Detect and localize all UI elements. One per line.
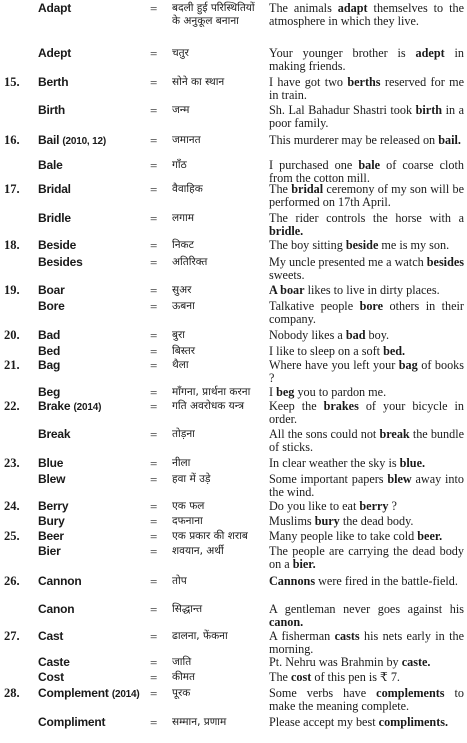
highlighted-word: casts <box>334 629 360 643</box>
example-sentence <box>269 300 464 325</box>
sentence-text: A gentleman never goes against his <box>269 602 464 616</box>
hindi-meaning: गति अवरोधक यन्त्र <box>172 400 244 412</box>
entry-word <box>38 239 146 252</box>
sentence-text: The rider controls the horse with a <box>269 211 464 225</box>
sentence-text: to make the meaning complete. <box>269 686 465 713</box>
word-text: Bore <box>38 299 65 313</box>
word-text: Birth <box>38 103 65 117</box>
exam-year: (2014) <box>73 402 102 413</box>
word-text: Compliment <box>38 715 106 729</box>
sentence-text: Where have you left your <box>269 358 399 372</box>
sentence-text: were fired in the battle-field. <box>315 574 458 588</box>
sentence-text: Talkative people <box>269 299 360 313</box>
word-text: Bed <box>38 344 61 358</box>
equals-sign: = <box>150 299 158 314</box>
highlighted-word: blue. <box>399 456 426 470</box>
word-text: Bad <box>38 328 61 342</box>
entry-word <box>38 359 146 372</box>
word-text: Berth <box>38 75 69 89</box>
word-text: Adept <box>38 46 71 60</box>
sentence-text: reserved for me in train. <box>269 75 464 102</box>
sentence-text: of coarse cloth from the cotton mill. <box>269 158 464 185</box>
entry-word <box>38 183 146 196</box>
hindi-meaning: कीमत <box>172 671 196 683</box>
word-text: Bail <box>38 133 60 147</box>
hindi-meaning: सम्मान, प्रणाम <box>172 716 227 728</box>
highlighted-word: berths <box>347 75 381 89</box>
highlighted-word: cost <box>291 670 312 684</box>
entry-number: 28. <box>4 686 20 700</box>
hindi-meaning: दफनाना <box>172 515 203 527</box>
hindi-meaning: सुअर <box>172 284 192 296</box>
equals-sign: = <box>150 182 158 197</box>
entry-word <box>38 104 146 117</box>
sentence-text: I have got two <box>269 75 348 89</box>
hindi-meaning: एक फल <box>172 500 205 512</box>
sentence-text: of books ? <box>269 358 464 385</box>
example-sentence <box>269 671 464 684</box>
sentence-text: I like to sleep on a soft <box>269 344 384 358</box>
equals-sign: = <box>150 75 158 90</box>
equals-sign: = <box>150 283 158 298</box>
highlighted-word: bury <box>314 514 340 528</box>
equals-sign: = <box>150 46 158 61</box>
example-sentence <box>269 428 464 453</box>
example-sentence <box>269 687 464 712</box>
sentence-text: The <box>269 670 291 684</box>
entry-word <box>38 656 146 669</box>
hindi-meaning: चतुर <box>172 47 189 59</box>
entry-word <box>38 284 146 297</box>
entry-word <box>38 575 146 588</box>
hindi-meaning: बुरा <box>172 329 186 341</box>
entry-number: 26. <box>4 574 20 588</box>
highlighted-word: bed. <box>383 344 406 358</box>
sentence-text: in a poor family. <box>269 103 464 130</box>
entry-word <box>38 300 146 313</box>
equals-sign: = <box>150 715 158 730</box>
example-sentence <box>269 239 464 252</box>
entry-number: 16. <box>4 133 20 147</box>
equals-sign: = <box>150 158 158 173</box>
equals-sign: = <box>150 514 158 529</box>
word-text: Bier <box>38 544 61 558</box>
highlighted-word: bridal <box>291 182 324 196</box>
word-text: Bag <box>38 358 61 372</box>
sentence-text: The <box>269 182 292 196</box>
word-text: Beside <box>38 238 77 252</box>
equals-sign: = <box>150 385 158 400</box>
word-text: Brake <box>38 399 71 413</box>
example-sentence <box>269 104 464 129</box>
example-sentence <box>269 134 464 147</box>
exam-year: (2010, 12) <box>62 136 106 147</box>
word-text: Besides <box>38 255 83 269</box>
highlighted-word: berry <box>359 499 389 513</box>
hindi-meaning: पूरक <box>172 687 191 699</box>
entry-word <box>38 687 146 701</box>
sentence-text: ? <box>388 499 397 513</box>
hindi-meaning: बिस्तर <box>172 345 196 357</box>
highlighted-word: adept <box>415 46 445 60</box>
example-sentence <box>269 716 464 729</box>
example-sentence <box>269 359 464 384</box>
equals-sign: = <box>150 427 158 442</box>
hindi-meaning: अतिरिक्त <box>172 256 208 268</box>
highlighted-word: break <box>379 427 410 441</box>
entry-word <box>38 530 146 543</box>
hindi-meaning: ऊबना <box>172 300 195 312</box>
equals-sign: = <box>150 456 158 471</box>
equals-sign: = <box>150 103 158 118</box>
sentence-text: My uncle presented me a watch <box>269 255 427 269</box>
highlighted-word: bag <box>398 358 418 372</box>
sentence-text: of your bicycle in order. <box>269 399 464 426</box>
entry-number: 23. <box>4 456 20 470</box>
example-sentence <box>269 545 464 570</box>
sentence-text: others in their company. <box>269 299 464 326</box>
sentence-text: boy. <box>365 328 390 342</box>
highlighted-word: bier. <box>292 556 316 571</box>
entry-word <box>38 400 146 414</box>
equals-sign: = <box>150 328 158 343</box>
highlighted-word: beer. <box>417 529 443 543</box>
equals-sign: = <box>150 133 158 148</box>
hindi-meaning: निकट <box>172 239 194 251</box>
highlighted-word: besides <box>426 255 464 269</box>
example-sentence <box>269 473 464 498</box>
hindi-meaning: थैला <box>172 359 189 371</box>
word-text: Adapt <box>38 1 71 15</box>
sentence-text: A fisherman <box>269 629 335 643</box>
hindi-meaning: जमानत <box>172 134 201 146</box>
entry-word <box>38 329 146 342</box>
example-sentence <box>269 284 464 297</box>
equals-sign: = <box>150 399 158 414</box>
equals-sign: = <box>150 211 158 226</box>
hindi-meaning: नीला <box>172 457 191 469</box>
hindi-meaning: सिद्धान्त <box>172 603 203 615</box>
entry-word <box>38 428 146 441</box>
highlighted-word: bad <box>345 328 366 342</box>
entry-word <box>38 545 146 558</box>
sentence-text: away into the wind. <box>269 472 464 499</box>
sentence-text: Do you like to eat <box>269 499 360 513</box>
sentence-text: Nobody likes a <box>269 328 346 342</box>
sentence-text: Sh. Lal Bahadur Shastri took <box>269 103 416 117</box>
word-text: Cost <box>38 670 64 684</box>
sentence-text: in making friends. <box>269 46 464 73</box>
equals-sign: = <box>150 255 158 270</box>
entry-number: 17. <box>4 182 20 196</box>
entry-word <box>38 716 146 729</box>
example-sentence <box>269 603 464 628</box>
example-sentence <box>269 386 464 399</box>
highlighted-word: complements <box>376 686 445 700</box>
sentence-text: I <box>269 385 277 399</box>
example-sentence <box>269 630 464 655</box>
entry-number: 15. <box>4 75 20 89</box>
example-sentence <box>269 457 464 470</box>
example-sentence <box>269 256 464 281</box>
word-text: Bridal <box>38 182 71 196</box>
sentence-text: sweets. <box>269 267 305 282</box>
sentence-text: likes to live in dirty places. <box>304 283 440 297</box>
word-text: Canon <box>38 602 75 616</box>
example-sentence <box>269 2 464 27</box>
entry-number: 20. <box>4 328 20 342</box>
sentence-text: his nets early in the morning. <box>269 629 464 656</box>
hindi-meaning: सोने का स्थान <box>172 76 225 88</box>
sentence-text: themselves to the atmosphere in which they live. <box>269 1 464 28</box>
example-sentence <box>269 500 464 513</box>
highlighted-word: bore <box>359 299 384 313</box>
entry-number: 19. <box>4 283 20 297</box>
entry-word <box>38 630 146 643</box>
sentence-text: All the sons could not <box>269 427 380 441</box>
highlighted-word: birth <box>415 103 443 117</box>
equals-sign: = <box>150 602 158 617</box>
entry-word <box>38 515 146 528</box>
hindi-meaning: एक प्रकार की शराब <box>172 530 248 542</box>
hindi-meaning: जन्म <box>172 104 190 116</box>
example-sentence <box>269 656 464 669</box>
entry-number: 25. <box>4 529 20 543</box>
entry-word <box>38 134 146 148</box>
highlighted-word: bale <box>358 158 381 172</box>
hindi-meaning: ढालना, फेंकना <box>172 630 228 642</box>
entry-word <box>38 76 146 89</box>
word-text: Berry <box>38 499 69 513</box>
exam-year: (2014) <box>111 689 140 700</box>
sentence-text: The animals <box>269 1 338 15</box>
equals-sign: = <box>150 686 158 701</box>
entry-number: 24. <box>4 499 20 513</box>
word-text: Bale <box>38 158 63 172</box>
entry-word <box>38 159 146 172</box>
example-sentence <box>269 515 464 528</box>
entry-number: 22. <box>4 399 20 413</box>
sentence-text: you to pardon me. <box>294 385 387 399</box>
highlighted-word: A boar <box>269 283 305 297</box>
entry-word <box>38 212 146 225</box>
highlighted-word: adapt <box>337 1 368 15</box>
highlighted-word: Cannons <box>269 574 316 588</box>
entry-word <box>38 500 146 513</box>
entry-word <box>38 345 146 358</box>
hindi-meaning: बदली हुई परिस्थितियों के अनुकूल बनाना <box>172 2 255 27</box>
equals-sign: = <box>150 655 158 670</box>
entry-word <box>38 457 146 470</box>
sentence-text: Keep the <box>269 399 324 413</box>
entry-word <box>38 2 146 15</box>
sentence-text: Many people like to take cold <box>269 529 418 543</box>
equals-sign: = <box>150 344 158 359</box>
word-text: Bridle <box>38 211 71 225</box>
sentence-text: I purchased one <box>269 158 359 172</box>
sentence-text: the dead body. <box>339 514 414 528</box>
example-sentence <box>269 212 464 237</box>
highlighted-word: beside <box>345 238 379 252</box>
sentence-text: Your younger brother is <box>269 46 416 60</box>
entry-word <box>38 603 146 616</box>
hindi-meaning: माँगना, प्रार्थना करना <box>172 386 251 398</box>
hindi-meaning: वैवाहिक <box>172 183 203 195</box>
equals-sign: = <box>150 358 158 373</box>
sentence-text: This murderer may be released on <box>269 133 439 147</box>
sentence-text: of this pen is ₹ 7. <box>311 670 400 684</box>
example-sentence <box>269 159 464 184</box>
hindi-meaning: तोड़ना <box>172 428 195 440</box>
sentence-text: Some verbs have <box>269 686 377 700</box>
example-sentence <box>269 400 464 425</box>
sentence-text: Some important papers <box>269 472 388 486</box>
equals-sign: = <box>150 238 158 253</box>
hindi-meaning: जाति <box>172 656 192 668</box>
word-text: Boar <box>38 283 65 297</box>
word-text: Blue <box>38 456 64 470</box>
sentence-text: Pt. Nehru was Brahmin by <box>269 655 402 669</box>
hindi-meaning: गाँठ <box>172 159 187 171</box>
entry-number: 21. <box>4 358 20 372</box>
entry-word <box>38 671 146 684</box>
sentence-text: In clear weather the sky is <box>269 456 400 470</box>
equals-sign: = <box>150 529 158 544</box>
equals-sign: = <box>150 472 158 487</box>
sentence-text: Muslims <box>269 514 315 528</box>
highlighted-word: beg <box>276 385 295 399</box>
hindi-meaning: हवा में उड़े <box>172 473 211 485</box>
equals-sign: = <box>150 1 158 16</box>
equals-sign: = <box>150 629 158 644</box>
word-text: Bury <box>38 514 65 528</box>
highlighted-word: bail. <box>438 133 461 147</box>
word-text: Caste <box>38 655 70 669</box>
equals-sign: = <box>150 670 158 685</box>
word-text: Break <box>38 427 71 441</box>
sentence-text: The people are carrying the dead body on a <box>269 544 464 571</box>
entry-word <box>38 256 146 269</box>
hindi-meaning: तोप <box>172 575 187 587</box>
sentence-text: The boy sitting <box>269 238 346 252</box>
word-text: Complement <box>38 686 109 700</box>
example-sentence <box>269 345 464 358</box>
sentence-text: me is my son. <box>378 238 450 252</box>
example-sentence <box>269 575 464 588</box>
word-text: Beg <box>38 385 61 399</box>
example-sentence <box>269 76 464 101</box>
entry-word <box>38 47 146 60</box>
highlighted-word: brakes <box>323 399 359 413</box>
word-text: Cast <box>38 629 64 643</box>
highlighted-word: bridle. <box>269 223 304 238</box>
highlighted-word: compliments. <box>378 715 449 729</box>
example-sentence <box>269 183 464 208</box>
hindi-meaning: लगाम <box>172 212 195 224</box>
highlighted-word: canon. <box>269 614 304 629</box>
highlighted-word: caste. <box>401 655 431 669</box>
word-text: Beer <box>38 529 64 543</box>
equals-sign: = <box>150 499 158 514</box>
hindi-meaning: शवयान, अर्थी <box>172 545 224 557</box>
example-sentence <box>269 329 464 342</box>
equals-sign: = <box>150 574 158 589</box>
example-sentence <box>269 47 464 72</box>
entry-number: 18. <box>4 238 20 252</box>
word-text: Blew <box>38 472 66 486</box>
sentence-text: the bundle of sticks. <box>269 427 465 454</box>
sentence-text: ceremony of my son will be performed on 17th April. <box>269 182 465 209</box>
sentence-text: Please accept my best <box>269 715 379 729</box>
equals-sign: = <box>150 544 158 559</box>
example-sentence <box>269 530 464 543</box>
highlighted-word: blew <box>387 472 412 486</box>
word-text: Cannon <box>38 574 82 588</box>
entry-word <box>38 473 146 486</box>
entry-word <box>38 386 146 399</box>
entry-number: 27. <box>4 629 20 643</box>
